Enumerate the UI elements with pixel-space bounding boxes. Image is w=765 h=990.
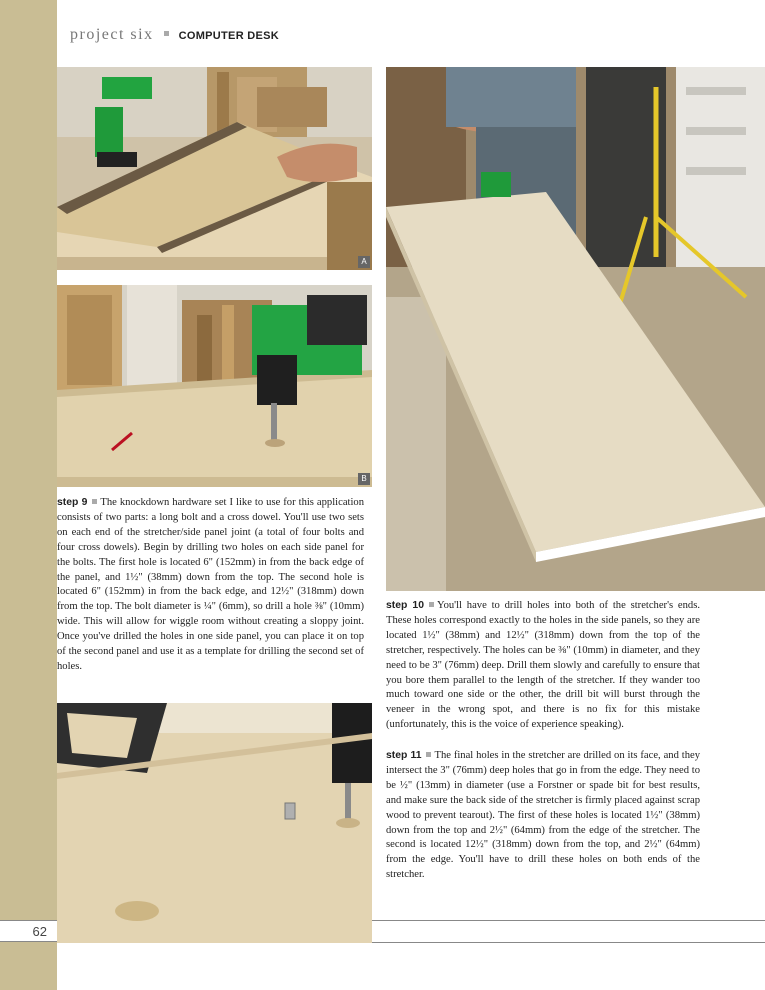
step-11-paragraph (386, 749, 700, 883)
bullet-square (429, 602, 434, 607)
step-10-text: You'll have to drill holes into both of the stretcher's ends. These holes correspond exactly to the holes in the side panels, so they are located 1½" (38mm) and 12½" (318mm) down from the top of the stretcher, respectively. The holes can be ⅜" (10mm) in diameter, and they need to be 3" (76mm) deep. Drill them slowly and carefully to ensure that you bore them parallel to the length of the stretcher. If they wander too much toward one side or the other, the drill bit will burst through the veneer in the wrong spot, and there is no fix for this mistake (unfortunately, this is the voice of experience speaking). (386, 600, 700, 731)
side-color-strip (0, 0, 57, 990)
photo-carrying-panel (386, 67, 765, 591)
photo-a-label: A (358, 256, 370, 268)
photo-a-marking-panel (57, 67, 372, 270)
step-9-paragraph (57, 496, 364, 675)
step-10-label: step 10 (386, 600, 424, 611)
photo-b-label: B (358, 473, 370, 485)
step-11-label: step 11 (386, 750, 422, 761)
step-11-text: The final holes in the stretcher are drilled on its face, and they intersect the 3" (76mm) deep holes that go in from the edge. They need to be ½" (13mm) in diameter (use a Forstner or spade bit for best results, and make sure the back side of the stretcher is firmly placed against scrap wood to prevent tearout). The first of these holes is located 1½" (38mm) down from the top and 2½" (64mm) from the edge of the stretcher. The second is located 12½" (318mm) down from the top, and 2½" (64mm) from the edge. You'll have to drill these holes on both ends of the stretcher. (386, 750, 700, 881)
header-separator-square (164, 31, 169, 36)
step-9-label: step 9 (57, 497, 88, 508)
step-9-text: The knockdown hardware set I like to use for this application consists of two parts: a long bolt and a cross dowel. You'll use two sets on each end of the stretcher/side panel joint (a total of four bolts and four cross dowels). Begin by drilling two holes on each side panel for the bolts. The first hole is located 6" (152mm) in from the back edge of the panel, and 1½" (38mm) down from the top. The second hole is located 6" (152mm) in from the back edge, and 12½" (318mm) down from the top. The bolt diameter is ¼" (6mm), so drill a hole ⅜" (10mm) wide. This will allow for wiggle room without creating a sloppy joint. Once you've drilled the holes in one side panel, you can place it on top of the second panel and use it as a template for drilling the second set of holes. (57, 497, 365, 672)
section-name: project six (70, 26, 154, 43)
photo-drilling-face-hole (57, 703, 372, 943)
page-number: 62 (0, 920, 57, 942)
photo-b-drilling-hole (57, 285, 372, 487)
running-header (70, 26, 279, 46)
footer-rule (372, 920, 765, 921)
step-10-paragraph (386, 599, 700, 733)
footer-rule-lower (372, 942, 765, 943)
bullet-square (426, 752, 431, 757)
bullet-square (92, 499, 97, 504)
chapter-title: COMPUTER DESK (178, 30, 280, 42)
